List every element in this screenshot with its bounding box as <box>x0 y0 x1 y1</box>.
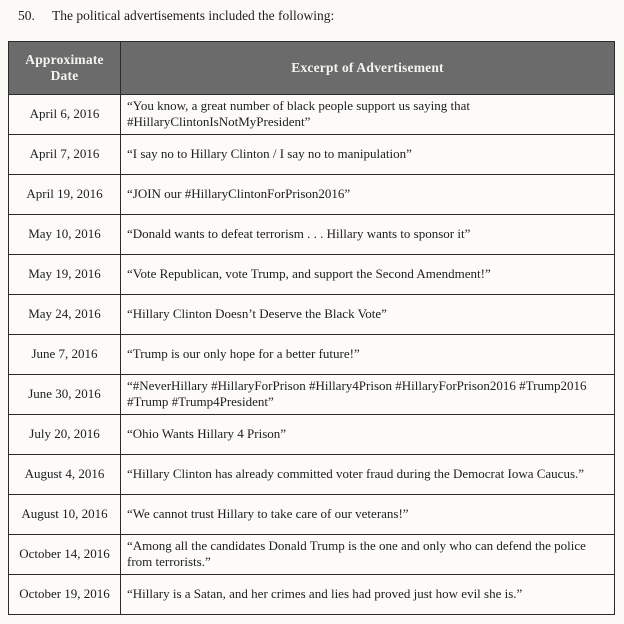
date-cell: October 14, 2016 <box>9 534 121 574</box>
table-row <box>9 494 615 534</box>
table-row <box>9 294 615 334</box>
table-row <box>9 574 615 614</box>
excerpt-cell: “Donald wants to defeat terrorism . . . Hillary wants to sponsor it” <box>121 214 615 254</box>
excerpt-cell: “Hillary Clinton has already committed voter fraud during the Democrat Iowa Caucus.” <box>121 454 615 494</box>
excerpt-cell: “I say no to Hillary Clinton / I say no to manipulation” <box>121 134 615 174</box>
column-header-date: Approximate Date <box>9 41 121 94</box>
table-row <box>9 214 615 254</box>
excerpt-cell: “Vote Republican, vote Trump, and support the Second Amendment!” <box>121 254 615 294</box>
date-cell: April 19, 2016 <box>9 174 121 214</box>
table-row <box>9 534 615 574</box>
date-cell: May 10, 2016 <box>9 214 121 254</box>
table-row <box>9 254 615 294</box>
table-row <box>9 134 615 174</box>
date-cell: October 19, 2016 <box>9 574 121 614</box>
date-cell: August 10, 2016 <box>9 494 121 534</box>
excerpt-cell: “JOIN our #HillaryClintonForPrison2016” <box>121 174 615 214</box>
table-row <box>9 374 615 414</box>
column-header-excerpt: Excerpt of Advertisement <box>121 41 615 94</box>
excerpt-cell: “You know, a great number of black people support us saying that #HillaryClintonIsNotMyPresident” <box>121 94 615 134</box>
paragraph-number: 50. <box>18 8 35 23</box>
excerpt-cell: “Trump is our only hope for a better future!” <box>121 334 615 374</box>
intro-text: The political advertisements included the following: <box>52 8 335 23</box>
table-row <box>9 334 615 374</box>
excerpt-cell: “Hillary Clinton Doesn’t Deserve the Black Vote” <box>121 294 615 334</box>
table-row <box>9 454 615 494</box>
date-cell: July 20, 2016 <box>9 414 121 454</box>
intro-paragraph <box>18 8 624 25</box>
table-row <box>9 94 615 134</box>
excerpt-cell: “We cannot trust Hillary to take care of our veterans!” <box>121 494 615 534</box>
table-header-row <box>9 41 615 94</box>
date-cell: April 6, 2016 <box>9 94 121 134</box>
date-cell: June 7, 2016 <box>9 334 121 374</box>
date-cell: April 7, 2016 <box>9 134 121 174</box>
excerpt-cell: “Hillary is a Satan, and her crimes and lies had proved just how evil she is.” <box>121 574 615 614</box>
advertisements-table <box>8 41 615 615</box>
date-cell: May 24, 2016 <box>9 294 121 334</box>
date-cell: June 30, 2016 <box>9 374 121 414</box>
date-cell: May 19, 2016 <box>9 254 121 294</box>
excerpt-cell: “Ohio Wants Hillary 4 Prison” <box>121 414 615 454</box>
table-row <box>9 414 615 454</box>
table-row <box>9 174 615 214</box>
excerpt-cell: “Among all the candidates Donald Trump is the one and only who can defend the police from terrorists.” <box>121 534 615 574</box>
date-cell: August 4, 2016 <box>9 454 121 494</box>
excerpt-cell: “#NeverHillary #HillaryForPrison #Hillary4Prison #HillaryForPrison2016 #Trump2016 #Trump #Trump4President” <box>121 374 615 414</box>
